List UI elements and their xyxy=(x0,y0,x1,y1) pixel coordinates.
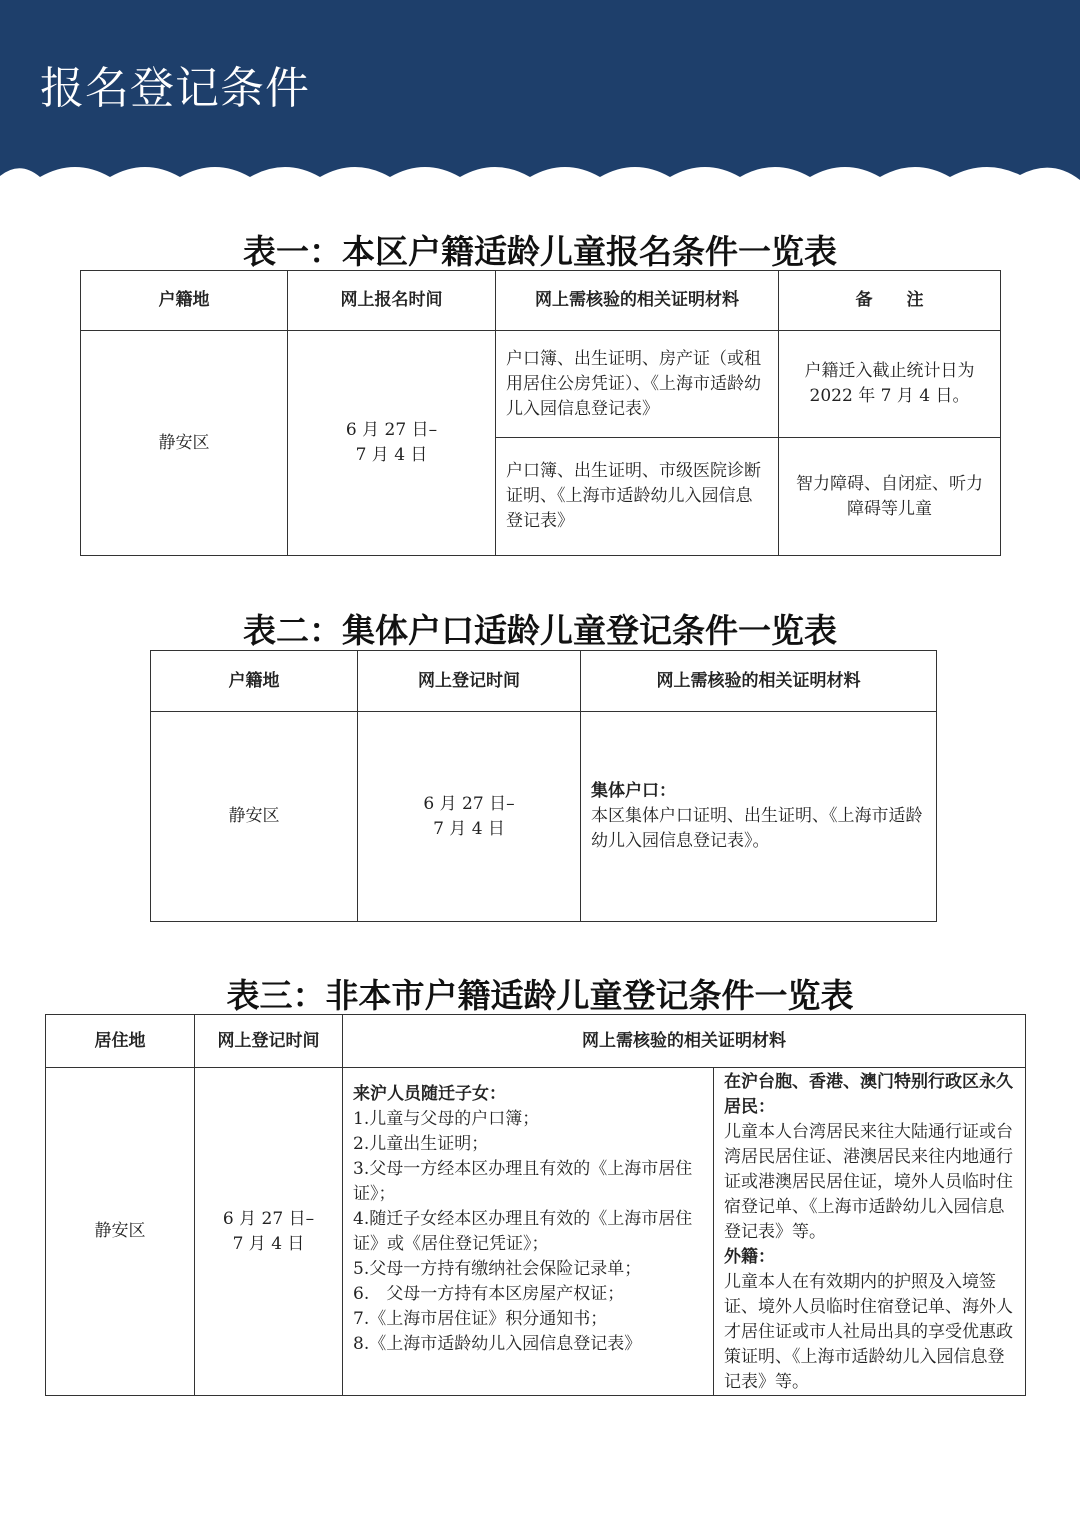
table1-header: 网上报名时间 xyxy=(288,271,496,331)
table2-header: 户籍地 xyxy=(151,651,358,712)
table1-title: 表一：本区户籍适龄儿童报名条件一览表 xyxy=(243,232,837,271)
table2-header: 网上需核验的相关证明材料 xyxy=(581,651,937,712)
materials-text: 本区集体户口证明、出生证明、《上海市适龄幼儿入园信息登记表》。 xyxy=(591,806,923,851)
list-item: 6. 父母一方持有本区房屋产权证； xyxy=(353,1284,625,1304)
table3-time xyxy=(195,1068,343,1396)
hk-macau-taiwan-heading: 在沪台胞、香港、澳门特别行政区永久居民： xyxy=(724,1072,1013,1117)
table-row xyxy=(81,331,1001,438)
list-item: 7.《上海市居住证》积分通知书； xyxy=(353,1309,608,1329)
hk-macau-taiwan-text: 儿童本人台湾居民来往大陆通行证或台湾居民居住证、港澳居民来往内地通行证或港澳居民居住证，境外人员临时住宿登记单、《上海市适龄幼儿入园信息登记表》等。 xyxy=(724,1122,1013,1242)
table-row xyxy=(151,712,937,922)
list-item: 4.随迁子女经本区办理且有效的《上海市居住证》或《居住登记凭证》； xyxy=(353,1209,693,1254)
time-start: 6 月 27 日– xyxy=(345,420,438,440)
table3-title: 表三：非本市户籍适龄儿童登记条件一览表 xyxy=(226,976,854,1015)
table1-header: 备 注 xyxy=(779,271,1001,331)
table2-district: 静安区 xyxy=(151,712,358,922)
table1-header: 网上需核验的相关证明材料 xyxy=(496,271,779,331)
list-item: 3.父母一方经本区办理且有效的《上海市居住证》； xyxy=(353,1159,693,1204)
table2-time xyxy=(358,712,581,922)
materials-heading: 集体户口： xyxy=(591,781,676,801)
table1-note: 户籍迁入截止统计日为 2022 年 7 月 4 日。 xyxy=(779,331,1001,438)
table2-title: 表二：集体户口适龄儿童登记条件一览表 xyxy=(243,611,837,650)
page-title: 报名登记条件 xyxy=(40,63,310,114)
time-end: 7 月 4 日 xyxy=(355,445,428,465)
foreign-text: 儿童本人在有效期内的护照及入境签证、境外人员临时住宿登记单、海外人才居住证或市人社局出具的享受优惠政策证明、《上海市适龄幼儿入园信息登记表》等。 xyxy=(724,1272,1013,1392)
table3-header: 网上登记时间 xyxy=(195,1015,343,1068)
table1-header-row xyxy=(81,271,1001,331)
table2-header: 网上登记时间 xyxy=(358,651,581,712)
table3-district: 静安区 xyxy=(46,1068,195,1396)
table3-header: 网上需核验的相关证明材料 xyxy=(343,1015,1026,1068)
table3-header-row xyxy=(46,1015,1026,1068)
table3-resident-materials xyxy=(343,1068,714,1396)
time-start: 6 月 27 日– xyxy=(423,793,515,814)
list-item: 5.父母一方持有缴纳社会保险记录单； xyxy=(353,1259,642,1279)
table1-header: 户籍地 xyxy=(81,271,288,331)
table2-materials xyxy=(581,712,937,922)
table-row xyxy=(46,1068,1026,1396)
table1-district: 静安区 xyxy=(81,331,288,556)
time-start: 6 月 27 日– xyxy=(222,1208,315,1229)
table2-header-row xyxy=(151,651,937,712)
table1-time xyxy=(288,331,496,556)
table1-materials: 户口簿、出生证明、房产证（或租用居住公房凭证）、《上海市适龄幼儿入园信息登记表》 xyxy=(496,331,779,438)
table3-foreign-materials xyxy=(714,1068,1026,1396)
list-item: 8.《上海市适龄幼儿入园信息登记表》 xyxy=(353,1334,642,1354)
table2 xyxy=(150,650,937,922)
list-item: 1.儿童与父母的户口簿； xyxy=(353,1109,540,1129)
table1 xyxy=(80,270,1001,556)
time-end: 7 月 4 日 xyxy=(232,1233,305,1254)
foreign-heading: 外籍： xyxy=(724,1247,775,1267)
table1-note: 智力障碍、自闭症、听力障碍等儿童 xyxy=(779,438,1001,556)
table3-header: 居住地 xyxy=(46,1015,195,1068)
table3 xyxy=(45,1014,1026,1396)
table1-materials: 户口簿、出生证明、市级医院诊断证明、《上海市适龄幼儿入园信息登记表》 xyxy=(496,438,779,556)
list-item: 2.儿童出生证明； xyxy=(353,1134,489,1154)
time-end: 7 月 4 日 xyxy=(433,818,505,839)
resident-heading: 来沪人员随迁子女： xyxy=(353,1084,506,1104)
